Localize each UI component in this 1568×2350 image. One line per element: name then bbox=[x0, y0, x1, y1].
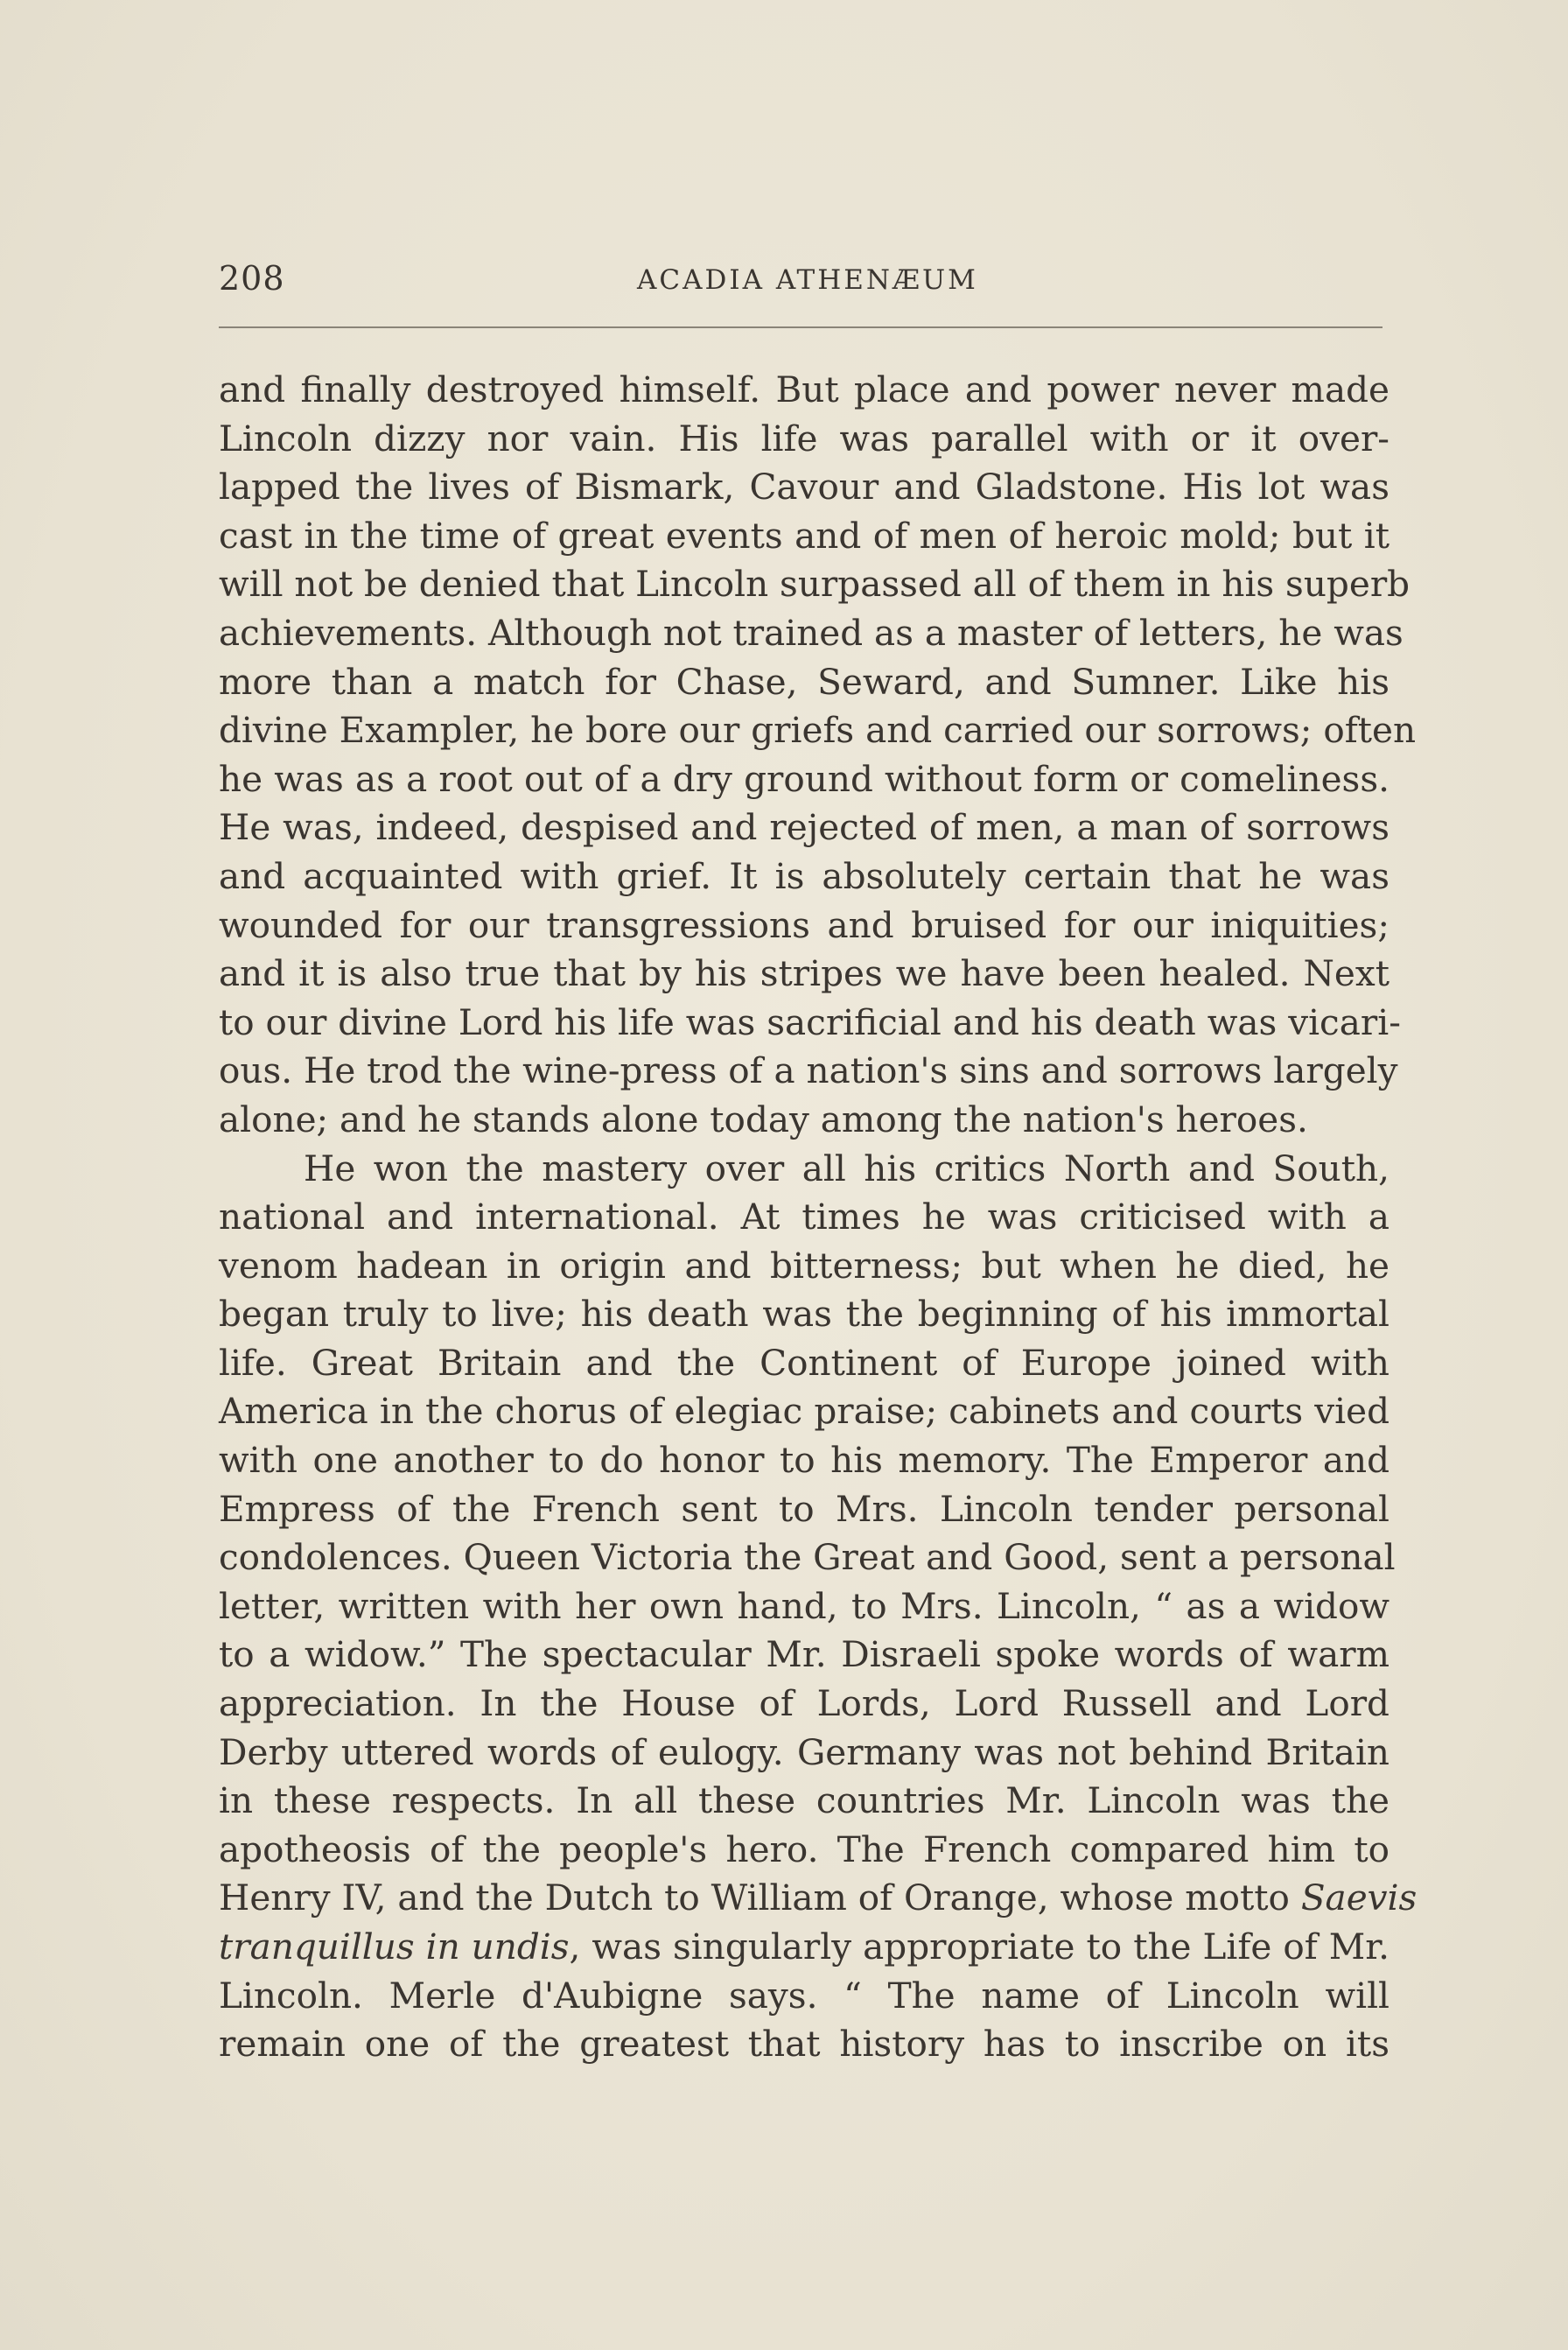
text-line: He won the mastery over all his critics North and South, bbox=[304, 1147, 1390, 1189]
text-line: remain one of the greatest that history has to inscribe on its bbox=[219, 2023, 1390, 2066]
text-span: , was singularly appropriate to the Life of Mr. bbox=[569, 1926, 1390, 1968]
text-line: and finally destroyed himself. But place and power never made bbox=[219, 368, 1390, 410]
text-line: cast in the time of great events and of men of heroic mold; but it bbox=[219, 514, 1390, 557]
text-line: to our divine Lord his life was sacrificial and his death was vicari- bbox=[219, 1000, 1401, 1043]
text-line: and acquainted with grief. It is absolutely certain that he was bbox=[219, 854, 1390, 897]
text-line: letter, written with her own hand, to Mrs. Lincoln, “ as a widow bbox=[219, 1584, 1390, 1627]
text-line: condolences. Queen Victoria the Great and Good, sent a personal bbox=[219, 1536, 1396, 1579]
motto-italic: tranquillus in undis bbox=[219, 1926, 570, 1968]
text-line: Lincoln dizzy nor vain. His life was parallel with or it over- bbox=[219, 417, 1390, 459]
text-line: Lincoln. Merle d'Aubigne says. “ The name of Lincoln will bbox=[219, 1974, 1390, 2017]
text-line: and it is also true that by his stripes we have been healed. Next bbox=[219, 952, 1390, 995]
text-line: with one another to do honor to his memory. The Emperor and bbox=[219, 1439, 1390, 1482]
text-line: achievements. Although not trained as a master of letters, he was bbox=[219, 611, 1404, 654]
text-line: Empress of the French sent to Mrs. Lincoln tender personal bbox=[219, 1487, 1390, 1530]
text-line: venom hadean in origin and bitterness; but when he died, he bbox=[219, 1244, 1390, 1287]
text-line: alone; and he stands alone today among the nation's heroes. bbox=[219, 1098, 1308, 1140]
text-line: national and international. At times he was criticised with a bbox=[219, 1196, 1390, 1238]
text-line: life. Great Britain and the Continent of Europe joined with bbox=[219, 1341, 1390, 1384]
text-line: he was as a root out of a dry ground without form or comeliness. bbox=[219, 757, 1390, 800]
header-rule bbox=[219, 326, 1382, 328]
running-head: ACADIA ATHENÆUM bbox=[637, 264, 978, 296]
text-line: ous. He trod the wine-press of a nation's sins and sorrows largely bbox=[219, 1049, 1398, 1092]
text-line: America in the chorus of elegiac praise; cabinets and courts vied bbox=[219, 1390, 1390, 1433]
text-span: Henry IV, and the Dutch to William of Orange, whose motto bbox=[219, 1876, 1301, 1919]
text-line: Derby uttered words of eulogy. Germany was not behind Britain bbox=[219, 1730, 1390, 1773]
text-line: appreciation. In the House of Lords, Lord Russell and Lord bbox=[219, 1682, 1390, 1725]
text-line: more than a match for Chase, Seward, and Sumner. Like his bbox=[219, 660, 1390, 703]
text-line: lapped the lives of Bismark, Cavour and Gladstone. His lot was bbox=[219, 466, 1390, 509]
text-line: He was, indeed, despised and rejected of men, a man of sorrows bbox=[219, 806, 1390, 849]
text-line bbox=[219, 1874, 1418, 1923]
motto-italic: Saevis bbox=[1300, 1876, 1418, 1919]
text-line: in these respects. In all these countries Mr. Lincoln was the bbox=[219, 1779, 1390, 1822]
paragraph-2 bbox=[219, 1145, 1418, 2069]
page-header bbox=[219, 259, 1382, 312]
text-line: to a widow.” The spectacular Mr. Disraeli spoke words of warm bbox=[219, 1633, 1390, 1676]
text-line: will not be denied that Lincoln surpassed all of them in his superb bbox=[219, 563, 1410, 606]
text-line: began truly to live; his death was the beginning of his immortal bbox=[219, 1293, 1390, 1336]
paragraph-1 bbox=[219, 366, 1417, 1145]
text-line: wounded for our transgressions and bruised for our iniquities; bbox=[219, 903, 1390, 946]
text-line bbox=[219, 1923, 1390, 1972]
page-number: 208 bbox=[219, 259, 285, 298]
text-line: divine Exampler, he bore our griefs and carried our sorrows; often bbox=[219, 709, 1417, 752]
body-text bbox=[219, 366, 1418, 2069]
text-line: apotheosis of the people's hero. The French compared him to bbox=[219, 1827, 1390, 1870]
